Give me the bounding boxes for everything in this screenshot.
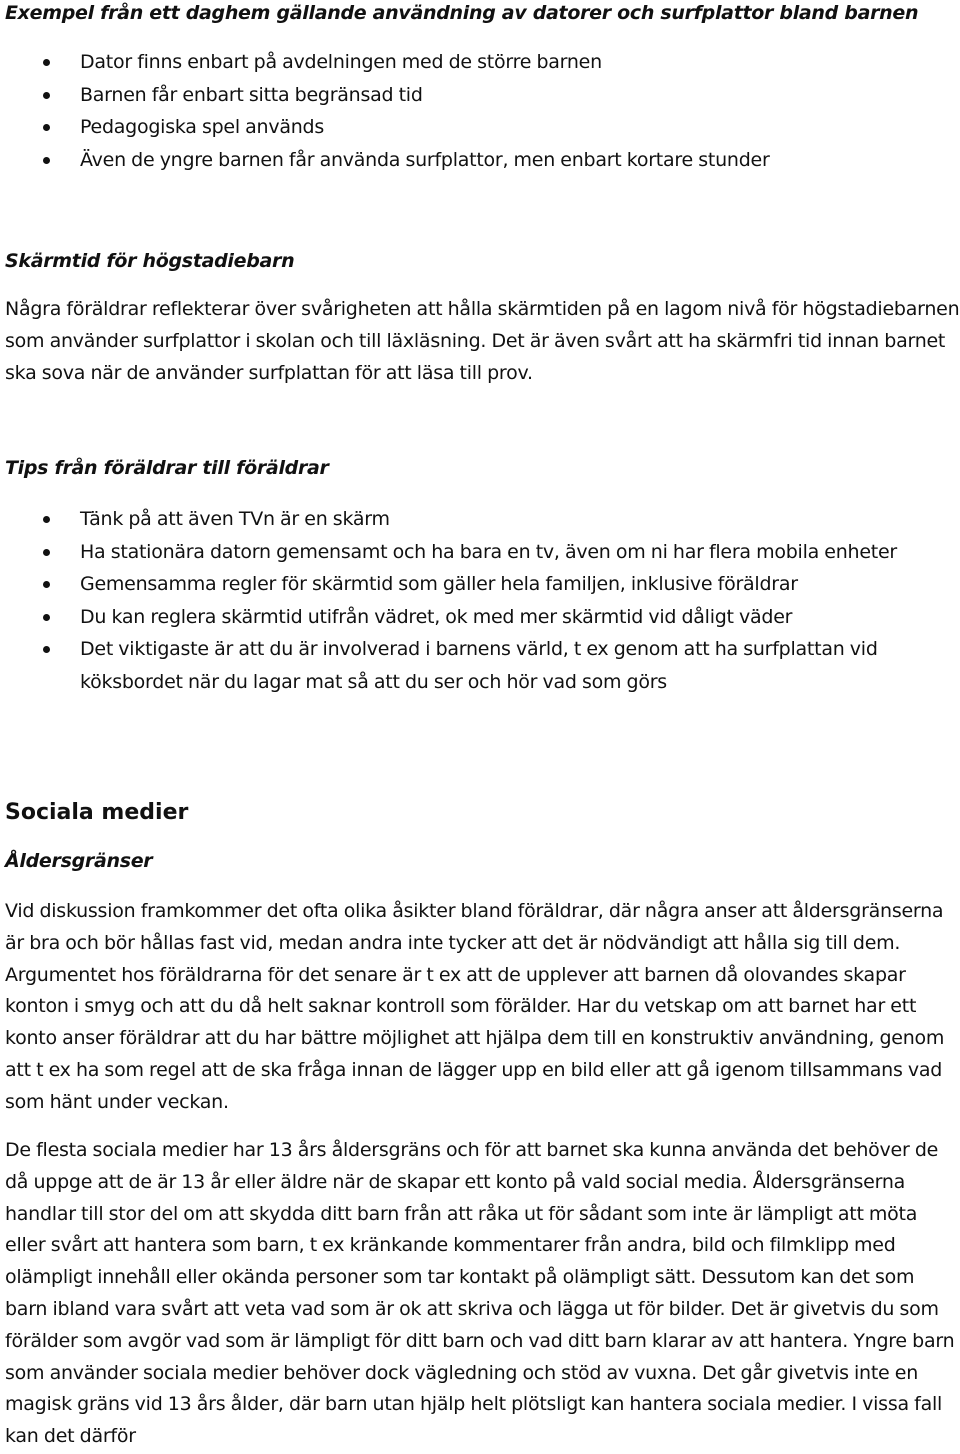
list-item (0, 601, 960, 634)
list-item (0, 536, 960, 569)
social-media-paragraph-1: Vid diskussion framkommer det ofta olika åsikter bland föräldrar, där några anser att åldersgränserna är bra och bör hållas fast vid, medan andra inte tycker att det är nödvändigt att hålla sig till dem. Argumentet hos föräldrarna för det senare är t ex att de upplever att barnen då olovandes skapar konton i smyg och att du då helt saknar kontroll som förälder. Har du vetskap om att barnet har ett konto anser föräldrar att du har bättre möjlighet att hjälpa dem till en konstruktiv användning, genom att t ex ha som regel att de ska fråga innan de lägger upp en bild eller att gå igenom tillsammans vad som hänt under veckan. (5, 900, 945, 1113)
list-item-text: Du kan reglera skärmtid utifrån vädret, ok med mer skärmtid vid dåligt väder (80, 605, 793, 628)
list-item (0, 633, 960, 698)
daycare-section-title: Exempel från ett daghem gällande användning av datorer och surfplattor bland barnen (5, 2, 919, 24)
tips-bullet-list (0, 503, 960, 699)
list-item-text: Ha stationära datorn gemensamt och ha bara en tv, även om ni har flera mobila enheter (80, 540, 897, 563)
bullet-icon (43, 157, 50, 164)
age-limits-subtitle: Åldersgränser (5, 850, 153, 872)
list-item-text: Dator finns enbart på avdelningen med de större barnen (80, 51, 602, 73)
list-item (0, 503, 960, 536)
social-media-section-title: Sociala medier (5, 800, 189, 825)
bullet-icon (43, 646, 50, 653)
highschool-section-title: Skärmtid för högstadiebarn (5, 250, 295, 272)
bullet-icon (43, 549, 50, 556)
list-item-text: Barnen får enbart sitta begränsad tid (80, 83, 423, 106)
list-item (0, 568, 960, 601)
list-item-text: Tänk på att även TVn är en skärm (80, 508, 390, 530)
daycare-bullet-list (0, 46, 960, 176)
tips-section-title: Tips från föräldrar till föräldrar (5, 457, 329, 479)
bullet-icon (43, 516, 50, 523)
list-item-text: Det viktigaste är att du är involverad i barnens värld, t ex genom att ha surfplattan vid köksbordet när du lagar mat så att du ser och hör vad som görs (80, 638, 878, 693)
highschool-paragraph: Några föräldrar reflekterar över svårigheten att hålla skärmtiden på en lagom nivå för högstadiebarnen som använder surfplattor i skolan och till läxläsning. Det är även svårt att ha skärmfri tid innan barnet ska sova när de använder surfplattan för att läsa till prov. (5, 298, 960, 384)
bullet-icon (43, 124, 50, 131)
list-item-text: Även de yngre barnen får använda surfplattor, men enbart kortare stunder (80, 148, 770, 171)
list-item-text: Pedagogiska spel används (80, 116, 324, 139)
list-item (0, 79, 960, 112)
social-media-paragraph-2: De flesta sociala medier har 13 års åldersgräns och för att barnet ska kunna använda det behöver de då uppge att de är 13 år eller äldre när de skapar ett konto på vald social media. Åldersgränserna handlar till stor del om att skydda ditt barn från att råka ut för sådant som inte är lämpligt att möta eller svårt att hantera som barn, t ex kränkande kommentarer från andra, bild och filmklipp med olämpligt innehåll eller okända personer som tar kontakt på olämpligt sätt. Dessutom kan det som barn ibland vara svårt att veta vad som är ok att skriva och lägga ut för bilder. Det är givetvis du som förälder som avgör vad som är lämpligt för ditt barn och vad ditt barn klarar av att hantera. Yngre barn som använder sociala medier behöver dock vägledning och stöd av vuxna. Det går givetvis inte en magisk gräns vid 13 års ålder, där barn utan hjälp helt plötsligt kan hantera sociala medier. I vissa fall kan det därför (5, 1139, 955, 1448)
list-item (0, 111, 960, 144)
list-item-text: Gemensamma regler för skärmtid som gäller hela familjen, inklusive föräldrar (80, 573, 798, 596)
bullet-icon (43, 581, 50, 588)
list-item (0, 144, 960, 177)
bullet-icon (43, 59, 50, 66)
bullet-icon (43, 614, 50, 621)
list-item (0, 46, 960, 79)
bullet-icon (43, 92, 50, 99)
